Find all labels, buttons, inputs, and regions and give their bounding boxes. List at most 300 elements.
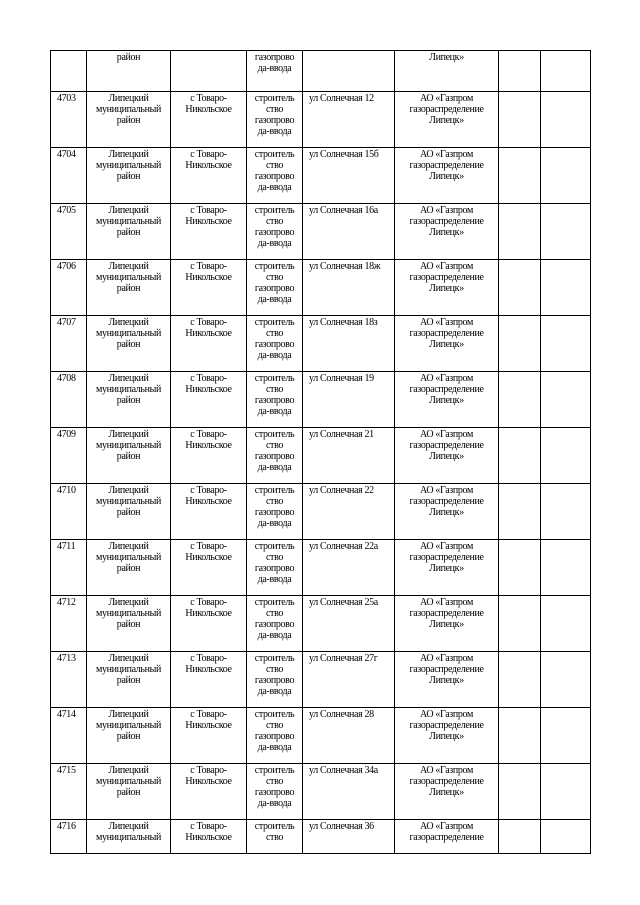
cell-text: ул Солнечная 12 [309, 93, 374, 104]
empty-cell [499, 540, 541, 596]
place-cell [171, 652, 247, 708]
cell-line: муниципальный [95, 552, 162, 563]
empty-cell [499, 92, 541, 148]
table-row [51, 204, 591, 260]
cell-line: строитель [254, 149, 295, 160]
place-cell [171, 540, 247, 596]
cell-line: Никольское [185, 720, 232, 731]
cell-line: район [116, 731, 141, 742]
cell-line: с Товаро- [190, 485, 227, 496]
table-row [51, 596, 591, 652]
cell-line: ство [265, 832, 284, 843]
cell-line: район [116, 619, 141, 630]
cell-line: Никольское [185, 216, 232, 227]
cell-line: муниципальный [95, 608, 162, 619]
cell-text: 4708 [57, 373, 76, 384]
operator-cell [395, 596, 499, 652]
cell-line: с Товаро- [190, 765, 227, 776]
empty-cell [541, 92, 591, 148]
cell-line: с Товаро- [190, 429, 227, 440]
empty-cell [541, 204, 591, 260]
cell-line: Липецкий [108, 821, 149, 832]
row-number-cell [51, 204, 87, 260]
cell-line: АО «Газпром [419, 149, 473, 160]
cell-line: с Товаро- [190, 821, 227, 832]
district-cell [87, 204, 171, 260]
cell-line: газопрово [254, 115, 295, 126]
cell-line: газораспределение [409, 440, 484, 451]
district-cell [87, 652, 171, 708]
row-number-cell [51, 92, 87, 148]
purpose-cell [247, 652, 303, 708]
cell-line: строитель [254, 597, 295, 608]
cell-line: район [116, 451, 141, 462]
cell-line: Никольское [185, 608, 232, 619]
address-cell [303, 484, 395, 540]
cell-line: строитель [254, 485, 295, 496]
cell-line: да-ввода [257, 686, 292, 697]
cell-text: ул Солнечная 34а [309, 765, 378, 776]
district-cell [87, 708, 171, 764]
cell-line: АО «Газпром [419, 653, 473, 664]
cell-line: Никольское [185, 384, 232, 395]
place-cell [171, 316, 247, 372]
cell-line: да-ввода [257, 63, 292, 74]
place-cell [171, 596, 247, 652]
cell-text: ул Солнечная 18з [309, 317, 378, 328]
cell-line: газопрово [254, 171, 295, 182]
cell-line: АО «Газпром [419, 541, 473, 552]
cell-line: с Товаро- [190, 93, 227, 104]
cell-line: район [116, 395, 141, 406]
cell-line: муниципальный [95, 496, 162, 507]
cell-line: Никольское [185, 328, 232, 339]
operator-cell [395, 51, 499, 92]
empty-cell [541, 51, 591, 92]
cell-line: газораспределение [409, 720, 484, 731]
cell-line: Липецкий [108, 205, 149, 216]
table-row [51, 260, 591, 316]
cell-line: строитель [254, 821, 295, 832]
place-cell [171, 51, 247, 92]
cell-line: газораспределение [409, 216, 484, 227]
cell-line: газораспределение [409, 776, 484, 787]
purpose-cell [247, 372, 303, 428]
cell-line: строитель [254, 261, 295, 272]
cell-text: ул Солнечная 22а [309, 541, 378, 552]
cell-line: АО «Газпром [419, 205, 473, 216]
cell-line: газораспределение [409, 160, 484, 171]
row-number-cell [51, 372, 87, 428]
purpose-cell [247, 596, 303, 652]
address-cell [303, 428, 395, 484]
operator-cell [395, 764, 499, 820]
cell-line: Никольское [185, 160, 232, 171]
cell-line: муниципальный [95, 328, 162, 339]
cell-line: да-ввода [257, 462, 292, 473]
purpose-cell [247, 148, 303, 204]
district-cell [87, 148, 171, 204]
table-row [51, 484, 591, 540]
row-number-cell [51, 652, 87, 708]
cell-line: муниципальный [95, 272, 162, 283]
cell-line: Липецкий [108, 709, 149, 720]
address-cell [303, 316, 395, 372]
empty-cell [541, 428, 591, 484]
place-cell [171, 148, 247, 204]
table-row [51, 820, 591, 854]
cell-line: Липецкий [108, 485, 149, 496]
place-cell [171, 428, 247, 484]
cell-text: 4714 [57, 709, 76, 720]
cell-text: 4707 [57, 317, 76, 328]
cell-line: газораспределение [409, 608, 484, 619]
cell-line: АО «Газпром [419, 485, 473, 496]
empty-cell [499, 484, 541, 540]
cell-line: муниципальный [95, 664, 162, 675]
cell-line: АО «Газпром [419, 821, 473, 832]
cell-line: с Товаро- [190, 149, 227, 160]
empty-cell [499, 652, 541, 708]
address-cell [303, 51, 395, 92]
row-number-cell [51, 51, 87, 92]
cell-line: муниципальный [95, 160, 162, 171]
operator-cell [395, 540, 499, 596]
table-row [51, 316, 591, 372]
empty-cell [499, 708, 541, 764]
cell-line: с Товаро- [190, 541, 227, 552]
table-row [51, 428, 591, 484]
operator-cell [395, 428, 499, 484]
cell-line: газораспределение [409, 832, 484, 843]
purpose-cell [247, 540, 303, 596]
table-row [51, 372, 591, 428]
purpose-cell [247, 820, 303, 854]
purpose-cell [247, 260, 303, 316]
purpose-cell [247, 764, 303, 820]
address-cell [303, 820, 395, 854]
cell-line: Липецк» [429, 675, 464, 686]
row-number-cell [51, 148, 87, 204]
cell-line: да-ввода [257, 518, 292, 529]
cell-line: ство [265, 216, 284, 227]
address-cell [303, 540, 395, 596]
empty-cell [499, 51, 541, 92]
row-number-cell [51, 260, 87, 316]
district-cell [87, 764, 171, 820]
cell-line: ство [265, 552, 284, 563]
cell-line: ство [265, 608, 284, 619]
cell-text: 4703 [57, 93, 76, 104]
empty-cell [541, 372, 591, 428]
address-cell [303, 372, 395, 428]
empty-cell [499, 764, 541, 820]
operator-cell [395, 260, 499, 316]
cell-line: Никольское [185, 272, 232, 283]
cell-line: ство [265, 496, 284, 507]
cell-line: газопрово [254, 787, 295, 798]
cell-line: строитель [254, 317, 295, 328]
cell-line: Липецк» [429, 52, 464, 63]
cell-line: Никольское [185, 496, 232, 507]
cell-line: Липецкий [108, 541, 149, 552]
row-number-cell [51, 484, 87, 540]
empty-cell [499, 316, 541, 372]
district-cell [87, 92, 171, 148]
cell-line: ство [265, 328, 284, 339]
cell-text: ул Солнечная 18ж [309, 261, 381, 272]
operator-cell [395, 708, 499, 764]
cell-line: газопрово [254, 563, 295, 574]
cell-line: да-ввода [257, 182, 292, 193]
cell-line: Липецк» [429, 563, 464, 574]
cell-line: да-ввода [257, 350, 292, 361]
purpose-cell [247, 51, 303, 92]
cell-line: ство [265, 384, 284, 395]
cell-line: ство [265, 776, 284, 787]
cell-line: АО «Газпром [419, 317, 473, 328]
cell-line: Липецкий [108, 373, 149, 384]
cell-line: Липецкий [108, 261, 149, 272]
operator-cell [395, 484, 499, 540]
empty-cell [541, 148, 591, 204]
row-number-cell [51, 428, 87, 484]
row-number-cell [51, 708, 87, 764]
table-row [51, 708, 591, 764]
table-row [51, 764, 591, 820]
cell-line: строитель [254, 653, 295, 664]
operator-cell [395, 148, 499, 204]
cell-line: строитель [254, 765, 295, 776]
empty-cell [541, 764, 591, 820]
cell-line: да-ввода [257, 294, 292, 305]
cell-line: АО «Газпром [419, 429, 473, 440]
purpose-cell [247, 484, 303, 540]
cell-line: с Товаро- [190, 597, 227, 608]
cell-line: Липецк» [429, 507, 464, 518]
district-cell [87, 51, 171, 92]
district-cell [87, 540, 171, 596]
empty-cell [499, 596, 541, 652]
cell-line: газопрово [254, 675, 295, 686]
cell-line: да-ввода [257, 798, 292, 809]
cell-line: да-ввода [257, 630, 292, 641]
place-cell [171, 764, 247, 820]
cell-text: 4710 [57, 485, 76, 496]
cell-line: ство [265, 272, 284, 283]
district-cell [87, 596, 171, 652]
cell-text: 4715 [57, 765, 76, 776]
purpose-cell [247, 92, 303, 148]
cell-line: газораспределение [409, 384, 484, 395]
empty-cell [541, 316, 591, 372]
cell-line: ство [265, 720, 284, 731]
cell-line: строитель [254, 93, 295, 104]
empty-cell [541, 820, 591, 854]
row-number-cell [51, 540, 87, 596]
cell-line: газопрово [254, 227, 295, 238]
cell-line: муниципальный [95, 832, 162, 843]
cell-line: Липецк» [429, 619, 464, 630]
address-cell [303, 596, 395, 652]
row-number-cell [51, 596, 87, 652]
district-cell [87, 260, 171, 316]
cell-line: АО «Газпром [419, 261, 473, 272]
purpose-cell [247, 316, 303, 372]
empty-cell [541, 596, 591, 652]
cell-line: Липецк» [429, 227, 464, 238]
cell-line: да-ввода [257, 574, 292, 585]
cell-text: 4712 [57, 597, 76, 608]
district-cell [87, 316, 171, 372]
cell-text: 4706 [57, 261, 76, 272]
cell-line: Никольское [185, 104, 232, 115]
row-number-cell [51, 820, 87, 854]
cell-line: газораспределение [409, 104, 484, 115]
purpose-cell [247, 204, 303, 260]
cell-line: да-ввода [257, 742, 292, 753]
cell-line: строитель [254, 205, 295, 216]
table-row [51, 652, 591, 708]
cell-text: 4713 [57, 653, 76, 664]
cell-line: с Товаро- [190, 205, 227, 216]
cell-line: Липецк» [429, 171, 464, 182]
cell-line: район [116, 115, 141, 126]
cell-line: с Товаро- [190, 373, 227, 384]
empty-cell [499, 260, 541, 316]
row-number-cell [51, 764, 87, 820]
cell-line: Липецк» [429, 731, 464, 742]
cell-line: газопрово [254, 339, 295, 350]
empty-cell [541, 260, 591, 316]
cell-line: с Товаро- [190, 317, 227, 328]
cell-line: АО «Газпром [419, 93, 473, 104]
cell-line: Липецк» [429, 339, 464, 350]
cell-text: ул Солнечная 21 [309, 429, 374, 440]
place-cell [171, 204, 247, 260]
cell-text: ул Солнечная 27г [309, 653, 378, 664]
purpose-cell [247, 708, 303, 764]
cell-text: 4711 [57, 541, 76, 552]
cell-line: муниципальный [95, 104, 162, 115]
cell-line: Никольское [185, 832, 232, 843]
district-cell [87, 372, 171, 428]
cell-line: район [116, 675, 141, 686]
cell-line: Никольское [185, 440, 232, 451]
empty-cell [499, 820, 541, 854]
cell-line: Липецкий [108, 597, 149, 608]
cell-line: район [116, 339, 141, 350]
place-cell [171, 92, 247, 148]
cell-text: ул Солнечная 36 [309, 821, 374, 832]
table-row [51, 148, 591, 204]
cell-line: газораспределение [409, 328, 484, 339]
cell-text: 4705 [57, 205, 76, 216]
operator-cell [395, 316, 499, 372]
place-cell [171, 820, 247, 854]
cell-line: газопрово [254, 619, 295, 630]
cell-line: газораспределение [409, 272, 484, 283]
cell-line: Липецк» [429, 451, 464, 462]
cell-line: муниципальный [95, 384, 162, 395]
cell-text: ул Солнечная 25а [309, 597, 378, 608]
address-cell [303, 92, 395, 148]
cell-line: газопрово [254, 52, 295, 63]
cell-line: Липецкий [108, 429, 149, 440]
cell-line: да-ввода [257, 406, 292, 417]
district-cell [87, 484, 171, 540]
cell-line: ство [265, 104, 284, 115]
empty-cell [499, 372, 541, 428]
cell-line: Липецкий [108, 765, 149, 776]
cell-line: с Товаро- [190, 709, 227, 720]
cell-line: муниципальный [95, 440, 162, 451]
cell-line: АО «Газпром [419, 765, 473, 776]
place-cell [171, 372, 247, 428]
table-row [51, 540, 591, 596]
cell-line: с Товаро- [190, 261, 227, 272]
operator-cell [395, 372, 499, 428]
cell-line: АО «Газпром [419, 597, 473, 608]
cell-line: строитель [254, 373, 295, 384]
cell-line: ство [265, 664, 284, 675]
address-cell [303, 764, 395, 820]
cell-line: район [116, 563, 141, 574]
operator-cell [395, 204, 499, 260]
cell-text: ул Солнечная 22 [309, 485, 374, 496]
cell-line: газопрово [254, 507, 295, 518]
place-cell [171, 484, 247, 540]
cell-line: с Товаро- [190, 653, 227, 664]
cell-line: ство [265, 440, 284, 451]
operator-cell [395, 820, 499, 854]
cell-line: газопрово [254, 283, 295, 294]
address-cell [303, 652, 395, 708]
cell-line: район [116, 787, 141, 798]
address-cell [303, 708, 395, 764]
address-cell [303, 260, 395, 316]
cell-line: Липецкий [108, 149, 149, 160]
cell-line: муниципальный [95, 216, 162, 227]
cell-text: 4709 [57, 429, 76, 440]
cell-line: Липецк» [429, 787, 464, 798]
cell-line: строитель [254, 429, 295, 440]
cell-text: ул Солнечная 28 [309, 709, 374, 720]
cell-line: строитель [254, 541, 295, 552]
cell-line: район [116, 283, 141, 294]
cell-line: да-ввода [257, 238, 292, 249]
cell-line: район [116, 171, 141, 182]
cell-line: Липецк» [429, 115, 464, 126]
empty-cell [541, 652, 591, 708]
cell-line: строитель [254, 709, 295, 720]
cell-line: Никольское [185, 552, 232, 563]
cell-line: Липецкий [108, 317, 149, 328]
purpose-cell [247, 428, 303, 484]
table-row [51, 51, 591, 92]
district-cell [87, 428, 171, 484]
cell-line: газопрово [254, 451, 295, 462]
cell-line: газораспределение [409, 496, 484, 507]
empty-cell [499, 428, 541, 484]
cell-line: муниципальный [95, 776, 162, 787]
empty-cell [541, 484, 591, 540]
registry-table [50, 50, 591, 854]
address-cell [303, 204, 395, 260]
cell-line: район [116, 227, 141, 238]
empty-cell [541, 708, 591, 764]
cell-text: ул Солнечная 15б [309, 149, 379, 160]
